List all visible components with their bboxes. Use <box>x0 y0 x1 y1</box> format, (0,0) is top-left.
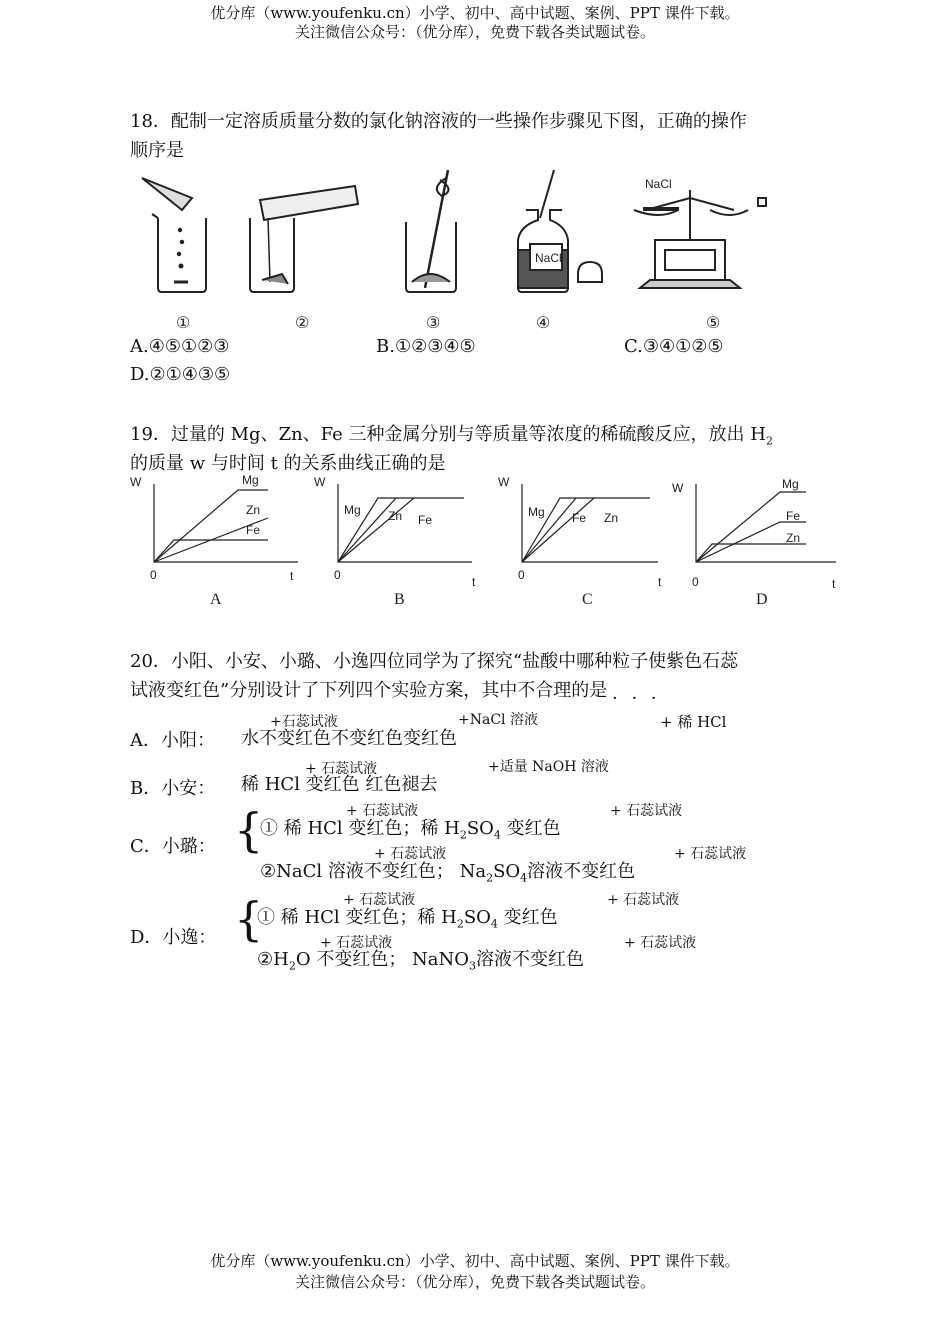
q20-c-reagent-1: + 石蕊试液 <box>346 803 419 819</box>
graph-b-caption: B <box>394 591 405 608</box>
graph-a-origin: 0 <box>150 568 157 582</box>
q20-d-l2c: 溶液不变红色 <box>476 949 585 970</box>
q20-c-line-1 <box>260 814 561 842</box>
q20-c-l1b: SO <box>466 818 494 839</box>
figure-label-4: ④ <box>536 315 551 332</box>
graph-b-ylabel: W <box>314 475 326 489</box>
q20-c-l2sub: 2 <box>486 871 494 885</box>
q20-d-l2sub2: 3 <box>469 959 477 973</box>
graph-c-caption: C <box>582 591 593 608</box>
graph-c-origin: 0 <box>518 568 525 582</box>
graph-d-line-mg <box>696 492 806 562</box>
q20-c-reagent-2: + 石蕊试液 <box>610 803 683 819</box>
q20-c-l2b: SO <box>493 861 521 882</box>
q20-d-reagent-2: + 石蕊试液 <box>607 892 680 908</box>
q20-a-reagent-1: +石蕊试液 <box>270 714 338 730</box>
figure-label-3: ③ <box>426 315 441 332</box>
bottle-label: NaCl <box>535 251 562 265</box>
q20-c-line-2 <box>260 857 635 885</box>
q20-b-reagent-2: +适量 NaOH 溶液 <box>488 759 609 775</box>
q20-d-l1sub2: 4 <box>490 917 498 931</box>
figure-2-pour-liquid <box>250 186 358 292</box>
figure-5-balance <box>634 190 766 288</box>
graph-d-series-fe: Fe <box>786 509 801 523</box>
q20-d-l1sub: 2 <box>456 917 464 931</box>
q20-option-c-label[interactable]: C．小璐： <box>130 836 216 857</box>
footer-line-2: 关注微信公众号：（优分库），免费下载各类试题试卷。 <box>294 1273 655 1291</box>
graph-b-series-fe: Fe <box>418 513 433 527</box>
q19-line1-main: 19．过量的 Mg、Zn、Fe 三种金属分别与等质量等浓度的稀硫酸反应，放出 H <box>130 424 766 445</box>
q20-text-line-1: 20．小阳、小安、小璐、小逸四位同学为了探究“盐酸中哪种粒子使紫色石蕊 <box>130 651 739 672</box>
graph-b-series-zn: Zn <box>388 509 403 523</box>
q20-d-l2a: ②H <box>257 949 289 970</box>
graph-a-axes <box>154 484 298 562</box>
q20-c-reagent-3: + 石蕊试液 <box>374 846 447 862</box>
figure-label-2: ② <box>295 315 310 332</box>
graph-a-series-zn: Zn <box>246 503 261 517</box>
graph-a-series-mg: Mg <box>242 473 259 487</box>
q19-graph-a[interactable] <box>128 472 308 612</box>
graph-d-line-zn <box>696 544 806 562</box>
graph-a-ylabel: W <box>130 475 142 489</box>
graph-d-axes <box>696 484 836 562</box>
q20-d-line-1 <box>257 903 558 931</box>
figure-1-pour-solid <box>142 178 206 292</box>
figure-4-bottle <box>518 170 602 292</box>
graph-c-series-fe: Fe <box>572 511 587 525</box>
graph-c-ylabel: W <box>498 475 510 489</box>
q20-option-b-label[interactable]: B．小安： <box>130 778 216 799</box>
q20-c-l1c: 变红色 <box>500 818 561 839</box>
graph-b-origin: 0 <box>334 568 341 582</box>
q20-c-reagent-4: + 石蕊试液 <box>674 846 747 862</box>
graph-b-series-mg: Mg <box>344 503 361 517</box>
graph-a-xlabel: t <box>290 569 294 583</box>
q20-d-reagent-1: + 石蕊试液 <box>343 892 416 908</box>
q19-graph-d[interactable] <box>670 472 850 612</box>
graph-a-series-fe: Fe <box>246 523 261 537</box>
q18-lab-figure <box>130 170 730 335</box>
q20-c-l2a: ②NaCl 溶液不变红色； Na <box>260 861 487 882</box>
graph-d-series-mg: Mg <box>782 477 799 491</box>
q20-d-brace: { <box>234 892 264 946</box>
q20-b-reagent-1: + 石蕊试液 <box>305 761 378 777</box>
figure-label-5: ⑤ <box>706 315 721 332</box>
q18-option-c[interactable]: C.③④①②⑤ <box>624 336 724 357</box>
q20-text-line-2: 试液变红色”分别设计了下列四个实验方案，其中不合理的是 <box>130 680 608 701</box>
q19-graph-b[interactable] <box>312 472 492 612</box>
q20-d-l2b: O 不变红色； NaNO <box>295 949 470 970</box>
q20-d-l2sub: 2 <box>288 959 296 973</box>
q20-c-brace: { <box>234 803 264 857</box>
header-line-1: 优分库（www.youfenku.cn）小学、初中、高中试题、案例、PPT 课件下载。 <box>210 4 740 22</box>
q20-d-l1b: SO <box>463 907 491 928</box>
graph-d-series-zn: Zn <box>786 531 801 545</box>
q20-c-l2sub2: 4 <box>520 871 528 885</box>
q18-option-b[interactable]: B.①②③④⑤ <box>376 336 476 357</box>
graph-c-series-mg: Mg <box>528 505 545 519</box>
q20-d-line-2 <box>257 945 584 973</box>
graph-a-caption: A <box>210 591 222 608</box>
q20-option-d-label[interactable]: D．小逸： <box>130 927 217 948</box>
graph-b-axes <box>338 484 472 562</box>
footer-line-1: 优分库（www.youfenku.cn）小学、初中、高中试题、案例、PPT 课件下载。 <box>210 1252 740 1270</box>
graph-d-ylabel: W <box>672 481 684 495</box>
q18-option-a[interactable]: A.④⑤①②③ <box>130 336 230 357</box>
q20-d-l1c: 变红色 <box>497 907 558 928</box>
q20-c-l1sub: 2 <box>459 828 467 842</box>
q19-line1-sub: 2 <box>765 434 773 448</box>
q20-a-reagent-2: +NaCl 溶液 <box>458 712 538 728</box>
graph-c-xlabel: t <box>658 575 662 589</box>
q20-d-reagent-3: + 石蕊试液 <box>320 935 393 951</box>
q20-a-reagent-3: + 稀 HCl <box>660 713 727 731</box>
q18-text-line-2: 顺序是 <box>130 140 184 161</box>
q19-text-line-1 <box>130 420 773 448</box>
figure-label-1: ① <box>176 315 191 332</box>
q18-option-d[interactable]: D.②①④③⑤ <box>130 364 231 385</box>
q19-text-line-2: 的质量 w 与时间 t 的关系曲线正确的是 <box>130 453 446 474</box>
balance-label: NaCl <box>645 177 672 191</box>
q18-text-line-1: 18．配制一定溶质质量分数的氯化钠溶液的一些操作步骤见下图，正确的操作 <box>130 111 747 132</box>
q20-option-b-text: 稀 HCl 变红色 红色褪去 <box>241 774 438 795</box>
graph-d-origin: 0 <box>692 575 699 589</box>
q20-c-l2c: 溶液不变红色 <box>527 861 636 882</box>
header-line-2: 关注微信公众号：（优分库），免费下载各类试题试卷。 <box>294 23 655 41</box>
q20-d-l1a: ① 稀 HCl 变红色；稀 H <box>257 907 457 928</box>
q19-graph-c[interactable] <box>496 472 676 612</box>
q20-d-reagent-4: + 石蕊试液 <box>624 935 697 951</box>
figure-3-stir <box>406 170 456 292</box>
graph-c-series-zn: Zn <box>604 511 619 525</box>
q20-emphasis-dots: · · · <box>612 688 661 709</box>
graph-d-caption: D <box>756 591 768 608</box>
q20-c-l1a: ① 稀 HCl 变红色；稀 H <box>260 818 460 839</box>
graph-b-xlabel: t <box>472 575 476 589</box>
graph-a-line-fe <box>154 540 268 562</box>
q20-option-a-label[interactable]: A．小阳： <box>130 730 215 751</box>
graph-d-xlabel: t <box>832 577 836 591</box>
q20-c-l1sub2: 4 <box>493 828 501 842</box>
q20-option-a-text: 水不变红色不变红色变红色 <box>241 728 457 749</box>
graph-c-axes <box>522 484 658 562</box>
